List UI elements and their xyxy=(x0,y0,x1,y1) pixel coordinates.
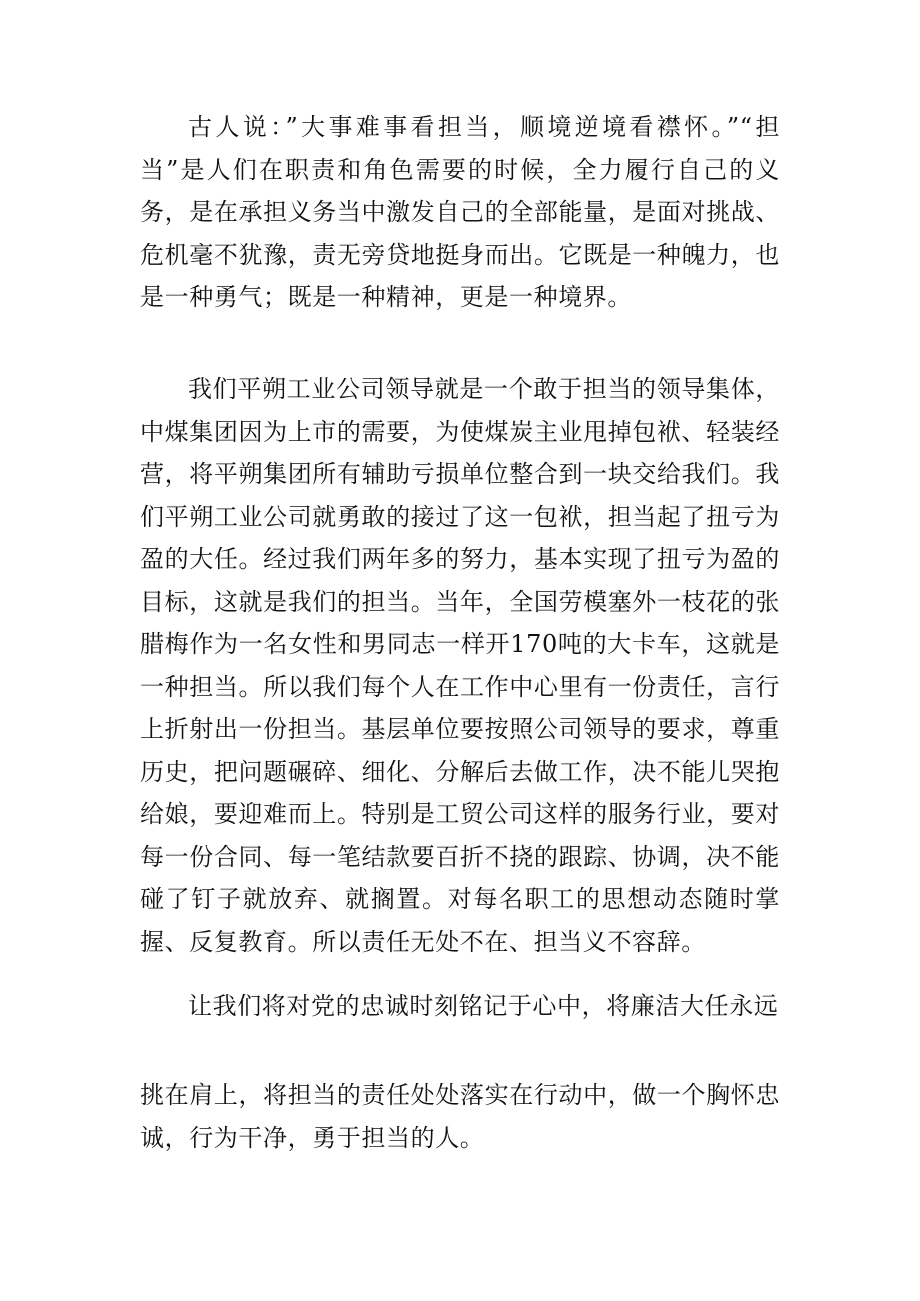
paragraph-company-example: 我们平朔工业公司领导就是一个敢于担当的领导集体，中煤集团因为上市的需要，为使煤炭主业甩掉包袱、轻装经营，将平朔集团所有辅助亏损单位整合到一块交给我们。我们平朔工业公司就勇敢的接过了这一包袱，担当起了扭亏为盈的大任。经过我们两年多的努力，基本实现了扭亏为盈的目标，这就是我们的担当。当年，全国劳模塞外一枝花的张腊梅作为一名女性和男同志一样开170吨的大卡车，这就是一种担当。所以我们每个人在工作中心里有一份责任，言行上折射出一份担当。基层单位要按照公司领导的要求，尊重历史，把问题碾碎、细化、分解后去做工作，决不能儿哭抱给娘，要迎难而上。特别是工贸公司这样的服务行业，要对每一份合同、每一笔结款要百折不挠的跟踪、协调，决不能碰了钉子就放弃、就搁置。对每名职工的思想动态随时掌握、反复教育。所以责任无处不在、担当义不容辞。 xyxy=(140,375,780,956)
paragraph-responsibility-definition: 古人说：”大事难事看担当，顺境逆境看襟怀。”“担当”是人们在职责和角色需要的时候，全力履行自己的义务，是在承担义务当中激发自己的全部能量，是面对挑战、危机毫不犹豫，责无旁贷地挺身而出。它既是一种魄力，也是一种勇气；既是一种精神，更是一种境界。 xyxy=(140,113,780,311)
paragraph-closing-line-2: 挑在肩上，将担当的责任处处落实在行动中，做一个胸怀忠诚，行为干净，勇于担当的人。 xyxy=(140,1081,780,1152)
paragraph-closing-line-1: 让我们将对党的忠诚时刻铭记于心中，将廉洁大任永远 xyxy=(188,992,779,1020)
